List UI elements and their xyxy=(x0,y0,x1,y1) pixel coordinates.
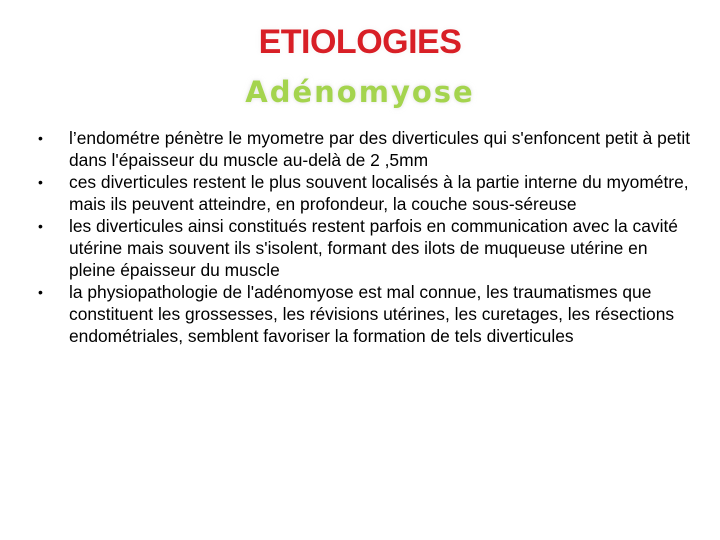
bullet-item xyxy=(34,281,694,347)
bullet-item xyxy=(34,171,694,215)
bullet-icon: • xyxy=(38,130,43,146)
bullet-icon: • xyxy=(38,218,43,234)
slide-title: ETIOLOGIES xyxy=(258,23,462,61)
bullet-item xyxy=(34,127,694,171)
bullet-text: l’endométre pénètre le myometre par des diverticules qui s'enfoncent petit à petit dans l'épaisseur du muscle au-delà de 2 ,5mm xyxy=(69,128,691,170)
bullet-icon: • xyxy=(38,284,43,300)
bullet-text: la physiopathologie de l'adénomyose est mal connue, les traumatismes que constituent les grossesses, les révisions utérines, les curetages, les résections endométriales, semblent favoriser la formation de tels diverticules xyxy=(69,282,675,346)
bullet-item xyxy=(34,215,694,281)
bullet-list xyxy=(34,127,694,347)
bullet-text: ces diverticules restent le plus souvent localisés à la partie interne du myométre, mais ils peuvent atteindre, en profondeur, la couche sous-séreuse xyxy=(69,172,689,214)
bullet-icon: • xyxy=(38,174,43,190)
bullet-text: les diverticules ainsi constitués restent parfois en communication avec la cavité utérine mais souvent ils s'isolent, formant des ilots de muqueuse utérine en pleine épaisseur du muscle xyxy=(69,216,678,280)
slide-subtitle: Adénomyose xyxy=(245,75,475,109)
